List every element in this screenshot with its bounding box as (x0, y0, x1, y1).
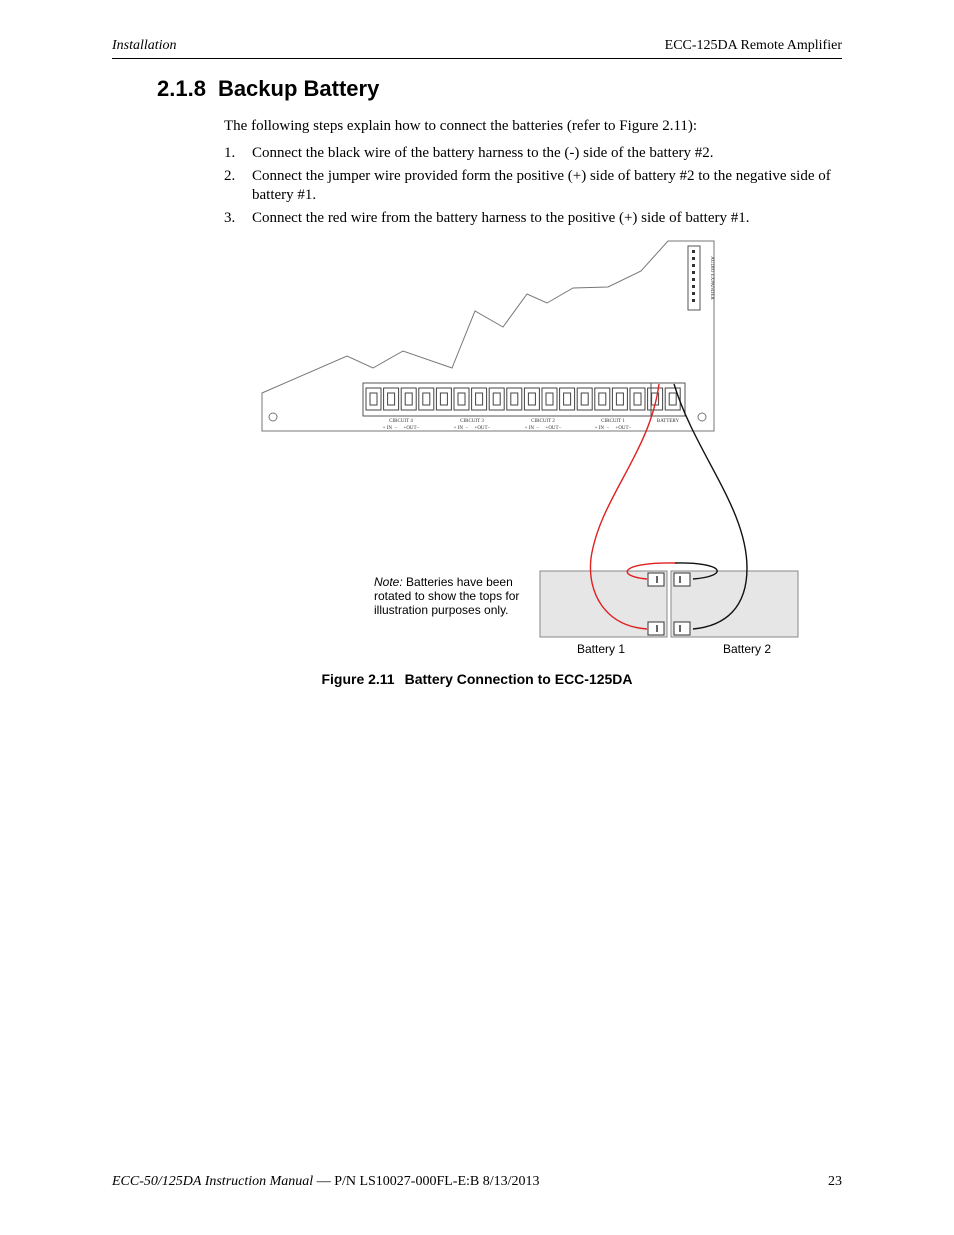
steps-list (224, 144, 844, 232)
terminal-screw-head (511, 393, 518, 405)
terminal-screw-head (546, 393, 553, 405)
terminal-screw-head (599, 393, 606, 405)
terminal-screw-head (476, 393, 483, 405)
circuit-4-label: CIRCUIT 4 (389, 419, 413, 424)
audio-expander-label: AUDIO EXPANDER (709, 256, 714, 300)
section-number: 2.1.8 (157, 76, 206, 101)
circuit-2-polarity: + IN − +OUT− (524, 426, 562, 431)
terminal-screw (507, 388, 522, 410)
terminal-screw-head (423, 393, 430, 405)
intro-paragraph: The following steps explain how to connect the batteries (refer to Figure 2.11): (224, 118, 698, 134)
terminal-screw-head (370, 393, 377, 405)
header-rule (112, 58, 842, 59)
terminal-screw-head (405, 393, 412, 405)
wiring-diagram (255, 238, 815, 668)
circuit-4-polarity: + IN − +OUT− (382, 426, 420, 431)
terminal-screw (436, 388, 451, 410)
terminal-screw-head (528, 393, 535, 405)
terminal-screw (560, 388, 575, 410)
terminal-screw-head (440, 393, 447, 405)
terminal-screw-head (616, 393, 623, 405)
list-item (224, 167, 844, 205)
manual-part-number: — P/N LS10027-000FL-E:B 8/13/2013 (313, 1174, 540, 1189)
circuit-1-label: CIRCUIT 1 (601, 419, 625, 424)
circuit-1-polarity: + IN − +OUT− (594, 426, 632, 431)
terminal-screw (542, 388, 557, 410)
running-header-section: Installation (112, 38, 177, 53)
section-heading (157, 76, 379, 102)
terminal-screw (630, 388, 645, 410)
footer-manual-info (112, 1174, 540, 1190)
battery-terminal-label: BATTERY (656, 419, 680, 424)
terminal-screw (577, 388, 592, 410)
terminal-screw (665, 388, 680, 410)
circuit-2-label: CIRCUIT 2 (531, 419, 555, 424)
terminal-screw-head (493, 393, 500, 405)
step-text: Connect the black wire of the battery harness to the (-) side of the battery #2. (252, 145, 714, 161)
circuit-3-label: CIRCUIT 3 (460, 419, 484, 424)
caption-title: Battery Connection to ECC-125DA (404, 671, 633, 687)
section-title: Backup Battery (217, 76, 380, 101)
terminal-screw-head (388, 393, 395, 405)
battery-2-top-terminal (674, 573, 690, 586)
terminal-screw (489, 388, 504, 410)
terminal-screw (595, 388, 610, 410)
terminal-screw (454, 388, 469, 410)
list-item (224, 209, 844, 228)
manual-title: ECC-50/125DA Instruction Manual (112, 1174, 314, 1189)
mounting-hole-left (269, 413, 277, 421)
running-header-product: ECC-125DA Remote Amplifier (664, 38, 842, 53)
board-outline (262, 241, 714, 431)
step-number: 2. (224, 168, 236, 184)
battery-connection-figure (255, 238, 815, 668)
caption-number: Figure 2.11 (321, 671, 395, 687)
step-number: 1. (224, 145, 236, 161)
list-item (224, 144, 844, 163)
terminal-screw (384, 388, 399, 410)
audio-expander-pins (692, 250, 695, 302)
terminal-screw (524, 388, 539, 410)
terminal-screw-head (581, 393, 588, 405)
circuit-3-polarity: + IN − +OUT− (453, 426, 491, 431)
figure-note (374, 575, 534, 617)
mounting-hole-right (698, 413, 706, 421)
step-text: Connect the jumper wire provided form the positive (+) side of battery #2 to the negative side of battery #1. (252, 168, 831, 203)
terminal-screw (612, 388, 627, 410)
terminal-screw (401, 388, 416, 410)
step-number: 3. (224, 210, 236, 226)
terminal-screw (472, 388, 487, 410)
note-lead: Note: (374, 575, 403, 589)
page-number: 23 (828, 1174, 842, 1189)
terminal-screw-head (564, 393, 571, 405)
terminal-screw-head (458, 393, 465, 405)
note-text: Batteries have been rotated to show the tops for illustration purposes only. (374, 575, 520, 617)
terminal-screws (366, 388, 680, 410)
terminal-screw-head (669, 393, 676, 405)
figure-caption (0, 671, 954, 687)
battery-2-label: Battery 2 (723, 642, 772, 656)
battery-1-label: Battery 1 (577, 642, 626, 656)
step-text: Connect the red wire from the battery harness to the positive (+) side of battery #1. (252, 210, 750, 226)
battery-1-top-terminal (648, 573, 664, 586)
battery-1-bottom-terminal (648, 622, 664, 635)
terminal-screw-head (634, 393, 641, 405)
terminal-screw (366, 388, 381, 410)
terminal-screw (419, 388, 434, 410)
battery-2-bottom-terminal (674, 622, 690, 635)
